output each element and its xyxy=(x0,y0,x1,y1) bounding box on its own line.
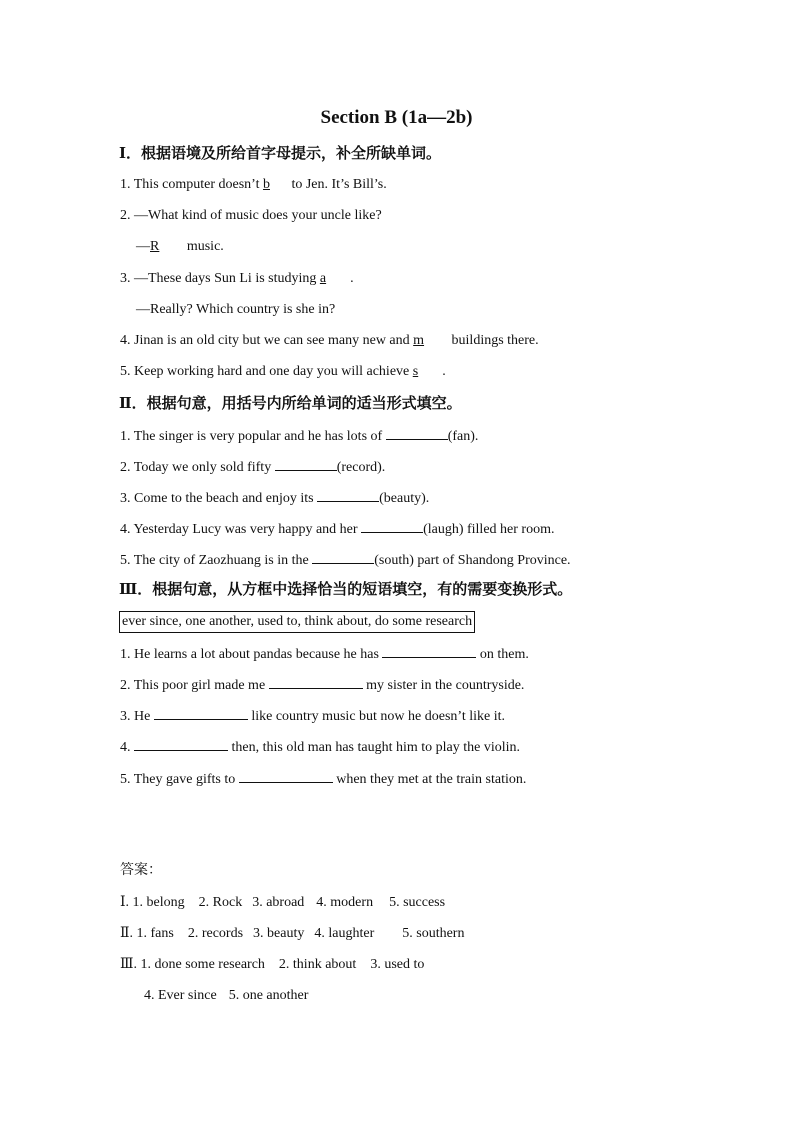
s2-q5-text: 5. The city of Zaozhuang is in the xyxy=(120,553,313,568)
answer-item: 1. fans xyxy=(136,926,174,941)
s1-q1-post: to Jen. It’s Bill’s. xyxy=(287,177,387,192)
s2-q3-post: (beauty). xyxy=(379,491,430,506)
answers-section-1: Ⅰ. 1. belong 2. Rock 3. abroad 4. modern 5. success xyxy=(120,895,446,910)
s1-q1-text: 1. This computer doesn’t xyxy=(120,177,263,192)
s3-question-2 xyxy=(120,675,524,695)
answer-item: 5. southern xyxy=(402,926,465,941)
s1-question-2 xyxy=(120,207,382,225)
section-3-heading: Ⅲ．根据句意，从方框中选择恰当的短语填空，有的需要变换形式。 xyxy=(119,582,573,598)
s2-q2-text: 2. Today we only sold fifty xyxy=(120,460,275,475)
s2-q5-post: (south) part of Shandong Province. xyxy=(374,553,571,568)
s1-q3-post: . xyxy=(350,271,354,286)
s2-question-5 xyxy=(120,550,571,570)
answers-section-3-cont xyxy=(144,987,308,1005)
s1-q2-dash: — xyxy=(136,239,150,254)
section-1-heading: Ⅰ．根据语境及所给首字母提示，补全所缺单词。 xyxy=(119,146,442,162)
s2-question-2 xyxy=(120,457,385,477)
s1-q4-post: buildings there. xyxy=(448,333,539,348)
s3-q5-text: 5. They gave gifts to xyxy=(120,772,239,787)
s3-question-3 xyxy=(120,706,505,726)
s1-q3-text: 3. —These days Sun Li is studying xyxy=(120,271,320,286)
s1-question-2-reply xyxy=(136,238,224,256)
answer-item: 2. records xyxy=(187,926,244,941)
answer-item: 1. belong xyxy=(132,895,185,910)
s2-q4-post: (laugh) filled her room. xyxy=(423,522,555,537)
answers-2-numeral: Ⅱ xyxy=(120,926,130,941)
page-title: Section B (1a—2b) xyxy=(320,107,473,128)
s3-question-1 xyxy=(120,644,529,664)
s3-q1-text: 1. He learns a lot about pandas because he has xyxy=(120,647,383,662)
s3-q3-post: like country music but now he doesn’t like it. xyxy=(247,709,505,724)
s2-q1-post: (fan). xyxy=(447,429,479,444)
s1-q2-hint[interactable]: R xyxy=(150,239,160,254)
s3-q3-text: 3. He xyxy=(120,709,154,724)
s1-q3-reply-text: —Really? Which country is she in? xyxy=(136,302,336,317)
s1-q5-post: . xyxy=(442,364,446,379)
s3-q2-text: 2. This poor girl made me xyxy=(120,678,269,693)
s1-question-1 xyxy=(120,176,387,194)
answer-item: 4. laughter xyxy=(314,926,375,941)
answer-item: 5. one another xyxy=(228,988,309,1003)
s2-question-3 xyxy=(120,488,429,508)
answer-item: 3. beauty xyxy=(253,926,305,941)
s1-q3-hint[interactable]: a xyxy=(319,271,327,286)
s2-q1-blank[interactable] xyxy=(386,426,448,440)
s3-q5-blank[interactable] xyxy=(239,769,333,783)
answer-item: 3. abroad xyxy=(252,895,305,910)
s3-q4-blank[interactable] xyxy=(134,737,228,751)
s3-q4-text: 4. xyxy=(120,740,134,755)
s3-q1-blank[interactable] xyxy=(382,644,476,658)
s1-q5-text: 5. Keep working hard and one day you will achieve xyxy=(120,364,413,379)
s2-q3-text: 3. Come to the beach and enjoy its xyxy=(120,491,318,506)
s1-question-3 xyxy=(120,270,354,288)
s2-q5-blank[interactable] xyxy=(312,550,374,564)
s1-q2-text: 2. —What kind of music does your uncle like? xyxy=(120,208,382,223)
answers-1-numeral: Ⅰ xyxy=(120,895,126,910)
section-2-heading: Ⅱ．根据句意，用括号内所给单词的适当形式填空。 xyxy=(119,396,462,412)
s3-question-4 xyxy=(120,737,520,757)
answer-item: 2. think about xyxy=(278,957,357,972)
answer-item: 1. done some research xyxy=(140,957,265,972)
answer-item: 5. success xyxy=(389,895,446,910)
s2-q2-blank[interactable] xyxy=(275,457,337,471)
s3-q2-post: my sister in the countryside. xyxy=(362,678,525,693)
s3-q4-post: then, this old man has taught him to play the violin. xyxy=(228,740,521,755)
answers-section-2: Ⅱ. 1. fans 2. records 3. beauty 4. laughter 5. southern xyxy=(120,926,465,941)
answer-item: 2. Rock xyxy=(198,895,243,910)
answers-3-numeral: Ⅲ xyxy=(120,957,134,972)
s1-q2-post: music. xyxy=(183,239,224,254)
s3-q1-post: on them. xyxy=(476,647,529,662)
s1-question-3-reply xyxy=(136,301,335,319)
s1-q4-hint[interactable]: m xyxy=(413,333,425,348)
answers-label: 答案： xyxy=(120,862,162,878)
s1-q5-hint[interactable]: s xyxy=(412,364,419,379)
s2-question-1 xyxy=(120,426,478,446)
answer-item: 4. modern xyxy=(316,895,374,910)
s2-q1-text: 1. The singer is very popular and he has lots of xyxy=(120,429,386,444)
s2-q4-blank[interactable] xyxy=(361,519,423,533)
phrase-box: ever since, one another, used to, think about, do some research xyxy=(119,611,475,633)
s1-question-4 xyxy=(120,332,539,350)
s1-q1-hint[interactable]: b xyxy=(262,177,270,192)
s3-question-5 xyxy=(120,769,526,789)
answer-item: 4. Ever since xyxy=(144,988,217,1003)
answers-section-3: Ⅲ. 1. done some research 2. think about 3. used to xyxy=(120,957,425,972)
s3-q5-post: when they met at the train station. xyxy=(332,772,527,787)
s2-q4-text: 4. Yesterday Lucy was very happy and her xyxy=(120,522,362,537)
s3-q2-blank[interactable] xyxy=(269,675,363,689)
answer-item: 3. used to xyxy=(370,957,425,972)
s1-question-5 xyxy=(120,363,446,381)
s1-q4-text: 4. Jinan is an old city but we can see many new and xyxy=(120,333,414,348)
s2-question-4 xyxy=(120,519,554,539)
s3-q3-blank[interactable] xyxy=(154,706,248,720)
s2-q2-post: (record). xyxy=(336,460,386,475)
s2-q3-blank[interactable] xyxy=(317,488,379,502)
